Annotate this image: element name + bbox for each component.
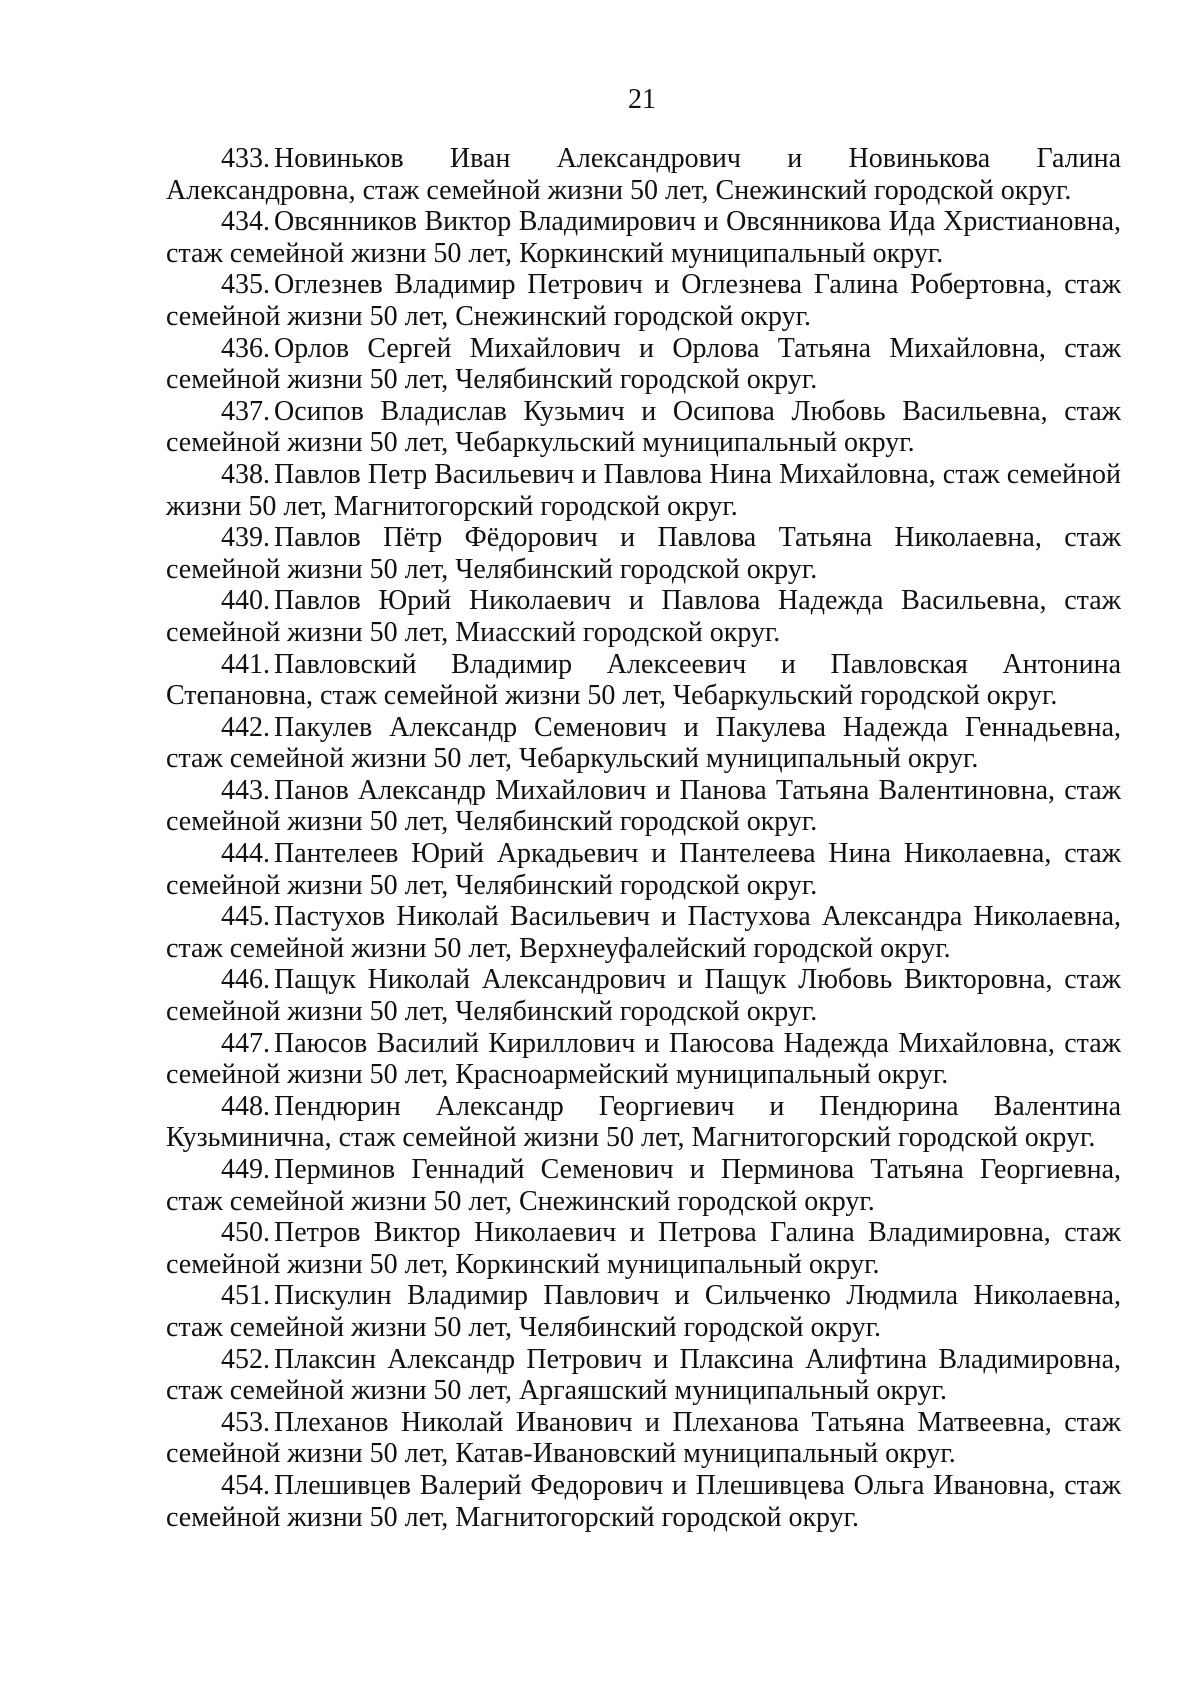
entry-text: Плеханов Николай Иванович и Плеханова Татьяна Матвеевна, стаж семейной жизни 50 лет, Катав-Ивановский муниципальный округ. [166,1406,1121,1470]
entry-number: 449. [221,1154,270,1185]
entry-number: 444. [221,838,270,870]
entry-text: Плаксин Александр Петрович и Плаксина Алифтина Владимировна, стаж семейной жизни 50 лет, Аргаяшский муниципальный округ. [166,1343,1121,1407]
entry-number: 447. [221,1027,270,1059]
list-item [166,712,1121,775]
entry-text: Овсянников Виктор Владимирович и Овсянникова Ида Христиановна, стаж семейной жизни 50 лет, Коркинский муниципальный округ. [166,206,1121,269]
entry-text: Павлов Юрий Николаевич и Павлова Надежда Васильевна, стаж семейной жизни 50 лет, Миасский городской округ. [166,585,1121,648]
entry-text: Павлов Петр Васильевич и Павлова Нина Михайловна, стаж семейной жизни 50 лет, Магнитогорский городской округ. [166,458,1121,522]
entry-number: 454. [221,1469,270,1501]
entry-number: 437. [221,395,270,427]
entry-number: 445. [221,901,270,933]
entry-text: Паюсов Василий Кириллович и Паюсова Надежда Михайловна, стаж семейной жизни 50 лет, Красноармейский муниципальный округ. [166,1027,1121,1091]
list-item [166,1407,1121,1470]
entry-number: 443. [221,774,270,806]
entry-number: 434. [221,206,270,238]
entry-number: 433. [221,143,270,174]
entry-text: Перминов Геннадий Семенович и Перминова Татьяна Георгиевна, стаж семейной жизни 50 лет, Снежинский городской округ. [166,1154,1121,1217]
entry-number: 438. [221,458,270,490]
list-item [166,775,1121,838]
list-item [166,396,1121,459]
entry-number: 442. [221,711,270,743]
entry-number: 452. [221,1343,270,1375]
list-item [166,333,1121,396]
entry-text: Пастухов Николай Васильевич и Пастухова Александра Николаевна, стаж семейной жизни 50 лет, Верхнеуфалейский городской округ. [166,901,1121,964]
entry-number: 436. [221,332,270,364]
list-item [166,585,1121,648]
entry-number: 446. [221,964,270,996]
entry-number: 448. [221,1090,270,1122]
entry-text: Осипов Владислав Кузьмич и Осипова Любовь Васильевна, стаж семейной жизни 50 лет, Чебаркульский муниципальный округ. [166,395,1121,459]
entry-text: Павлов Пётр Фёдорович и Павлова Татьяна Николаевна, стаж семейной жизни 50 лет, Челябинский городской округ. [166,522,1121,585]
list-item [166,1028,1121,1091]
list-item [166,1280,1121,1343]
entry-number: 440. [221,585,270,617]
entry-number: 441. [221,648,270,680]
entry-number: 435. [221,269,270,301]
list-item [166,1091,1121,1154]
list-item [166,901,1121,964]
list-item [166,838,1121,901]
list-item [166,964,1121,1027]
list-item [166,1344,1121,1407]
entry-text: Павловский Владимир Алексеевич и Павловская Антонина Степановна, стаж семейной жизни 50 лет, Чебаркульский городской округ. [166,648,1121,712]
entry-number: 450. [221,1217,270,1249]
entry-text: Пакулев Александр Семенович и Пакулева Надежда Геннадьевна, стаж семейной жизни 50 лет, Чебаркульский муниципальный округ. [166,711,1121,775]
list-item [166,143,1121,206]
entry-number: 439. [221,522,270,554]
list-item [166,649,1121,712]
entry-text: Орлов Сергей Михайлович и Орлова Татьяна Михайловна, стаж семейной жизни 50 лет, Челябинский городской округ. [166,332,1121,396]
list-item [166,459,1121,522]
list-item [166,1154,1121,1217]
list-item [166,269,1121,332]
entry-text: Плешивцев Валерий Федорович и Плешивцева Ольга Ивановна, стаж семейной жизни 50 лет, Магнитогорский городской округ. [166,1469,1121,1533]
entry-list [166,143,1121,1533]
page-number: 21 [628,84,656,115]
entry-text: Пащук Николай Александрович и Пащук Любовь Викторовна, стаж семейной жизни 50 лет, Челябинский городской округ. [166,964,1121,1028]
entry-number: 451. [221,1280,270,1312]
entry-text: Пендюрин Александр Георгиевич и Пендюрина Валентина Кузьминична, стаж семейной жизни 50 лет, Магнитогорский городской округ. [166,1090,1121,1154]
entry-text: Оглезнев Владимир Петрович и Оглезнева Галина Робертовна, стаж семейной жизни 50 лет, Снежинский городской округ. [166,269,1121,332]
entry-number: 453. [221,1406,270,1438]
entry-text: Петров Виктор Николаевич и Петрова Галина Владимировна, стаж семейной жизни 50 лет, Коркинский муниципальный округ. [166,1217,1121,1280]
list-item [166,206,1121,269]
entry-text: Пантелеев Юрий Аркадьевич и Пантелеева Нина Николаевна, стаж семейной жизни 50 лет, Челябинский городской округ. [166,838,1121,901]
list-item [166,1470,1121,1533]
list-item [166,522,1121,585]
list-item [166,1217,1121,1280]
entry-text: Новиньков Иван Александрович и Новинькова Галина Александровна, стаж семейной жизни 50 лет, Снежинский городской округ. [166,143,1121,206]
entry-text: Пискулин Владимир Павлович и Сильченко Людмила Николаевна, стаж семейной жизни 50 лет, Челябинский городской округ. [166,1280,1121,1343]
entry-text: Панов Александр Михайлович и Панова Татьяна Валентиновна, стаж семейной жизни 50 лет, Челябинский городской округ. [166,774,1121,838]
